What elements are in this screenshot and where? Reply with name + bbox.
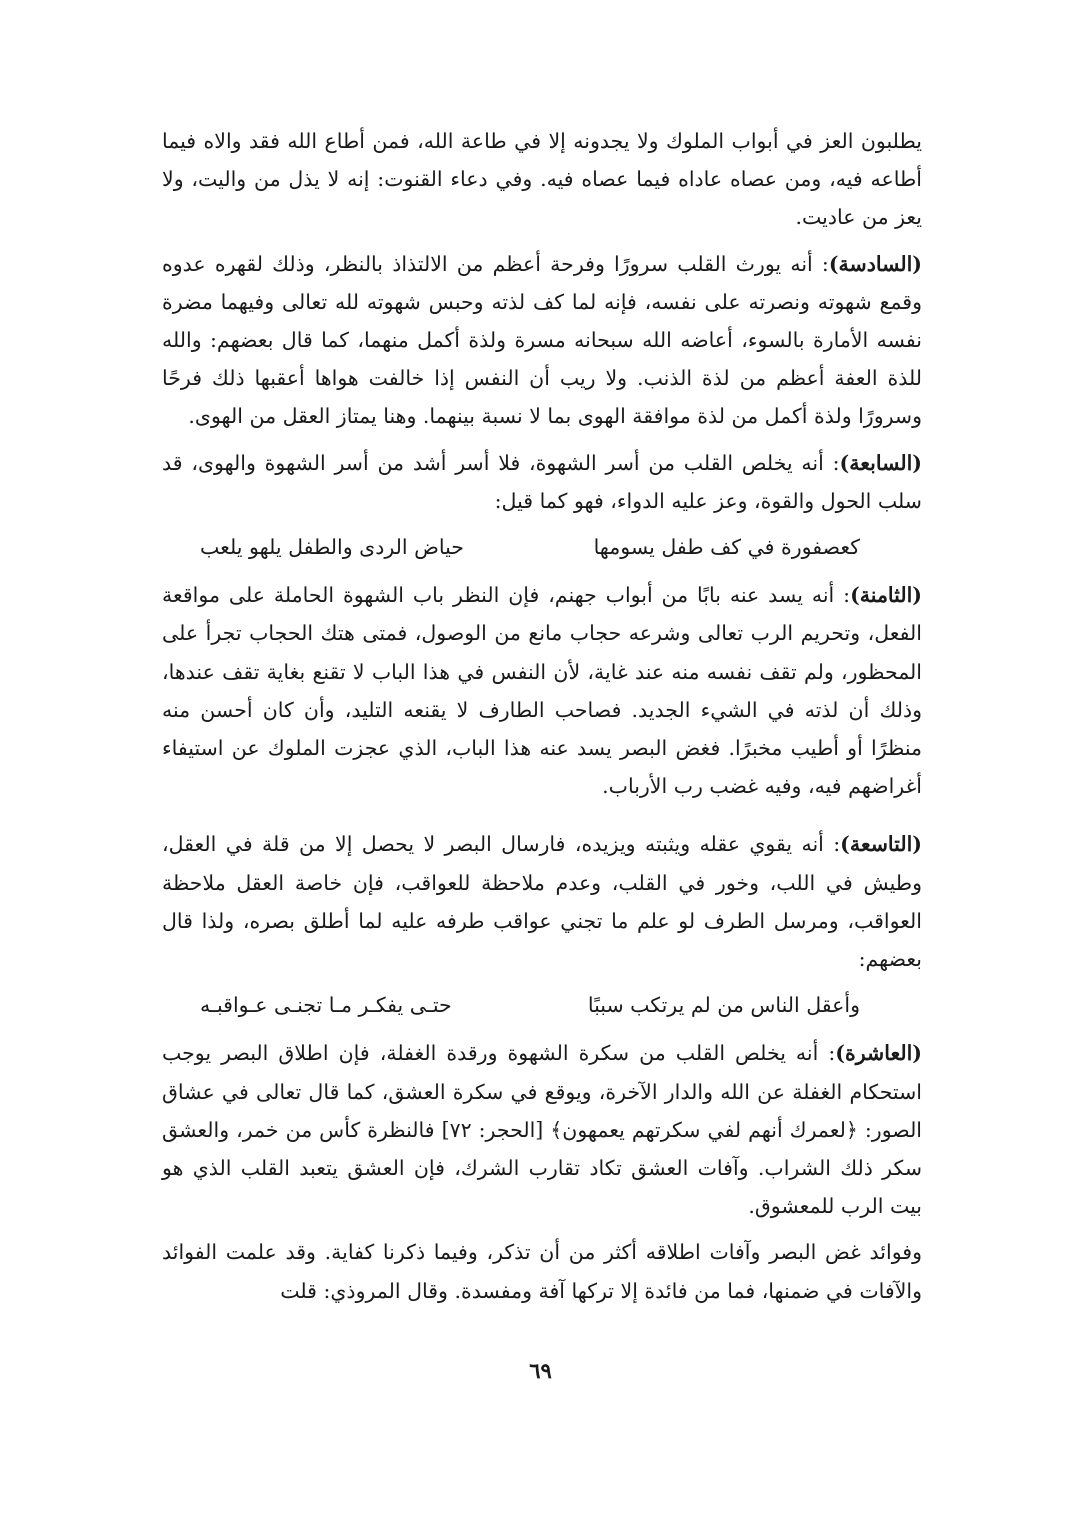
paragraph-text: : أنه يقوي عقله ويثبته ويزيده، فارسال البصر لا يحصل إلا من قلة في العقل، وطيش في اللب، وخور في القلب، وعدم ملاحظة للعواقب، فإن خاصة العقل ملاحظة العواقب، ومرسل الطرف لو علم ما تجني عواقب طرفه عليه لما أطلق بصره، ولذا قال بعضهم: [162,832,922,972]
paragraph-text: يطلبون العز في أبواب الملوك ولا يجدونه إلا في طاعة الله، فمن أطاع الله فقد والاه فيما أطاعه فيه، ومن عصاه عاداه فيما عصاه فيه. وفي دعاء القنوت: إنه لا يذل من واليت، ولا يعز من عاديت. [162,129,922,230]
paragraph-lead: (السابعة) [839,450,922,475]
paragraph-lead: (الثامنة) [850,583,922,608]
paragraph-sixth [162,245,922,436]
paragraph-seventh [162,444,922,520]
paragraph-lead: (العاشرة) [835,1041,922,1066]
poem-verse-2 [162,986,922,1024]
paragraph-text: : أنه يسد عنه بابًا من أبواب جهنم، فإن النظر باب الشهوة الحاملة على مواقعة الفعل، وتحريم الرب تعالى وشرعه حجاب مانع من الوصول، فمتى هتك الحجاب تجرأ على المحظور، ولم تقف نفسه منه عند غاية، لأن النفس في هذا الباب لا تقنع بغاية تقف عندها، وذلك أن لذته في الشيء الجديد. فصاحب الطارف لا يقنعه التليد، وأن كان أحسن منه منظرًا أو أطيب مخبرًا. فغض البصر يسد عنه هذا الباب، الذي عجزت الملوك عن استيفاء أغراضهم فيه، وفيه غضب رب الأرباب. [162,583,922,799]
paragraph-eighth [162,576,922,805]
poem-verse-1 [162,528,922,566]
paragraph-intro [162,122,922,237]
paragraph-ninth [162,825,922,978]
paragraph-text: وفوائد غض البصر وآفات اطلاقه أكثر من أن تذكر، وفيما ذكرنا كفاية. وقد علمت الفوائد والآفات في ضمنها، فما من فائدة إلا تركها آفة ومفسدة. وقال المروذي: قلت [162,1240,922,1303]
paragraph-lead: (السادسة) [828,251,922,276]
page-body [162,122,922,1318]
verse-first-hemistich: كعصفورة في كف طفل يسومها [593,535,860,560]
paragraph-tenth [162,1034,922,1225]
paragraph-text: : أنه يخلص القلب من أسر الشهوة، فلا أسر أشد من أسر الشهوة والهوى، قد سلب الحول والقوة، وعز عليه الدواء، فهو كما قيل: [162,450,922,513]
paragraph-lead: (التاسعة) [840,832,922,857]
paragraph-text: : أنه يورث القلب سرورًا وفرحة أعظم من الالتذاذ بالنظر، وذلك لقهره عدوه وقمع شهوته ونصرته على نفسه، فإنه لما كف لذته وحبس شهوته لله تعالى وفيهما مضرة نفسه الأمارة بالسوء، أعاضه الله سبحانه مسرة ولذة أكمل منهما، كما قال بعضهم: والله للذة العفة أعظم من لذة الذنب. ولا ريب أن النفس إذا خالفت هواها أعقبها ذلك فرحًا وسرورًا ولذة أكمل من لذة موافقة الهوى بما لا نسبة بينهما. وهنا يمتاز العقل من الهوى. [162,251,922,429]
verse-first-hemistich: وأعقل الناس من لم يرتكب سببًا [587,993,860,1018]
verse-second-hemistich: حتـى يفكـر مـا تجنـى عـواقبـه [200,993,452,1018]
verse-second-hemistich: حياض الردى والطفل يلهو يلعب [200,535,464,560]
paragraph-text: : أنه يخلص القلب من سكرة الشهوة ورقدة الغفلة، فإن اطلاق البصر يوجب استحكام الغفلة عن الله والدار الآخرة، ويوقع في سكرة العشق، كما قال تعالى في عشاق الصور: ﴿لعمرك أنهم لفي سكرتهم يعمهون﴾ [الحجر: ٧٢] فالنظرة كأس من خمر، والعشق سكر ذلك الشراب. وآفات العشق تكاد تقارب الشرك، فإن العشق يتعبد القلب الذي هو بيت الرب للمعشوق. [162,1041,923,1219]
paragraph-conclusion [162,1233,922,1309]
page-number: ٦٩ [529,1358,552,1383]
